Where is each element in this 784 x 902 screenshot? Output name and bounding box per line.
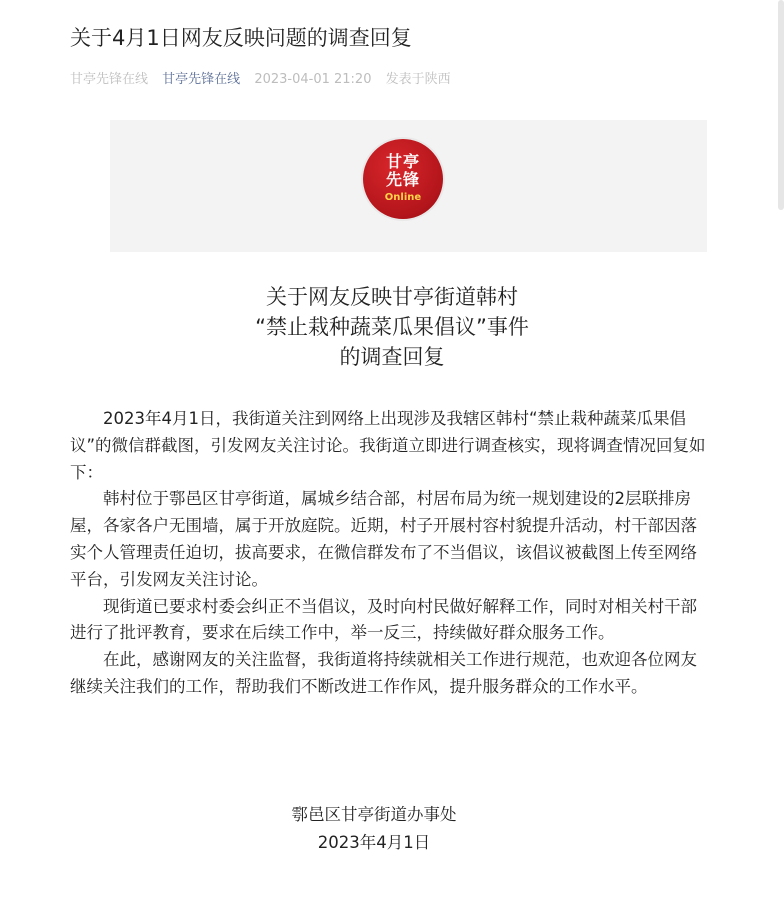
brand-logo	[363, 139, 443, 219]
document-title	[0, 282, 784, 372]
publish-time: 2023-04-01 21:20	[254, 72, 372, 87]
signature-block	[0, 801, 784, 857]
paragraph: 韩村位于鄠邑区甘亭街道，属城乡结合部，村居布局为统一规划建设的2层联排房屋，各家各户无围墙，属于开放庭院。近期，村子开展村容村貌提升活动，村干部因落实个人管理责任迫切，拔高要求，在微信群发布了不当倡议，该倡议被截图上传至网络平台，引发网友关注讨论。	[70, 489, 697, 589]
document-title-line: 的调查回复	[339, 345, 445, 369]
document-title-line: 关于网友反映甘亭街道韩村	[266, 285, 518, 309]
paragraph: 现街道已要求村委会纠正不当倡议，及时向村民做好解释工作，同时对相关村干部进行了批评教育，要求在后续工作中，举一反三，持续做好群众服务工作。	[70, 596, 697, 643]
account-link[interactable]: 甘亭先锋在线	[162, 72, 241, 87]
signature-org: 鄠邑区甘亭街道办事处	[291, 805, 457, 824]
paragraph: 在此，感谢网友的关注监督，我街道将持续就相关工作进行规范，也欢迎各位网友继续关注我们的工作，帮助我们不断改进工作作风，提升服务群众的工作水平。	[70, 650, 697, 696]
source-name: 甘亭先锋在线	[70, 72, 149, 87]
publish-location: 发表于陕西	[385, 72, 451, 87]
article-title: 关于4月1日网友反映问题的调查回复	[70, 26, 412, 50]
scrollbar[interactable]	[778, 0, 784, 210]
logo-text-line2: 先锋	[385, 170, 420, 189]
document-body	[70, 406, 710, 701]
signature-date: 2023年4月1日	[317, 833, 431, 852]
header-banner	[110, 120, 707, 252]
paragraph: 2023年4月1日，我街道关注到网络上出现涉及我辖区韩村“禁止栽种蔬菜瓜果倡议”的微信群截图，引发网友关注讨论。我街道立即进行调查核实，现将调查情况回复如下：	[70, 409, 706, 482]
document-title-line: “禁止栽种蔬菜瓜果倡议”事件	[255, 315, 529, 339]
article-meta	[70, 68, 461, 87]
logo-text-line1: 甘亭	[385, 152, 420, 171]
logo-text-line3: Online	[384, 192, 422, 203]
